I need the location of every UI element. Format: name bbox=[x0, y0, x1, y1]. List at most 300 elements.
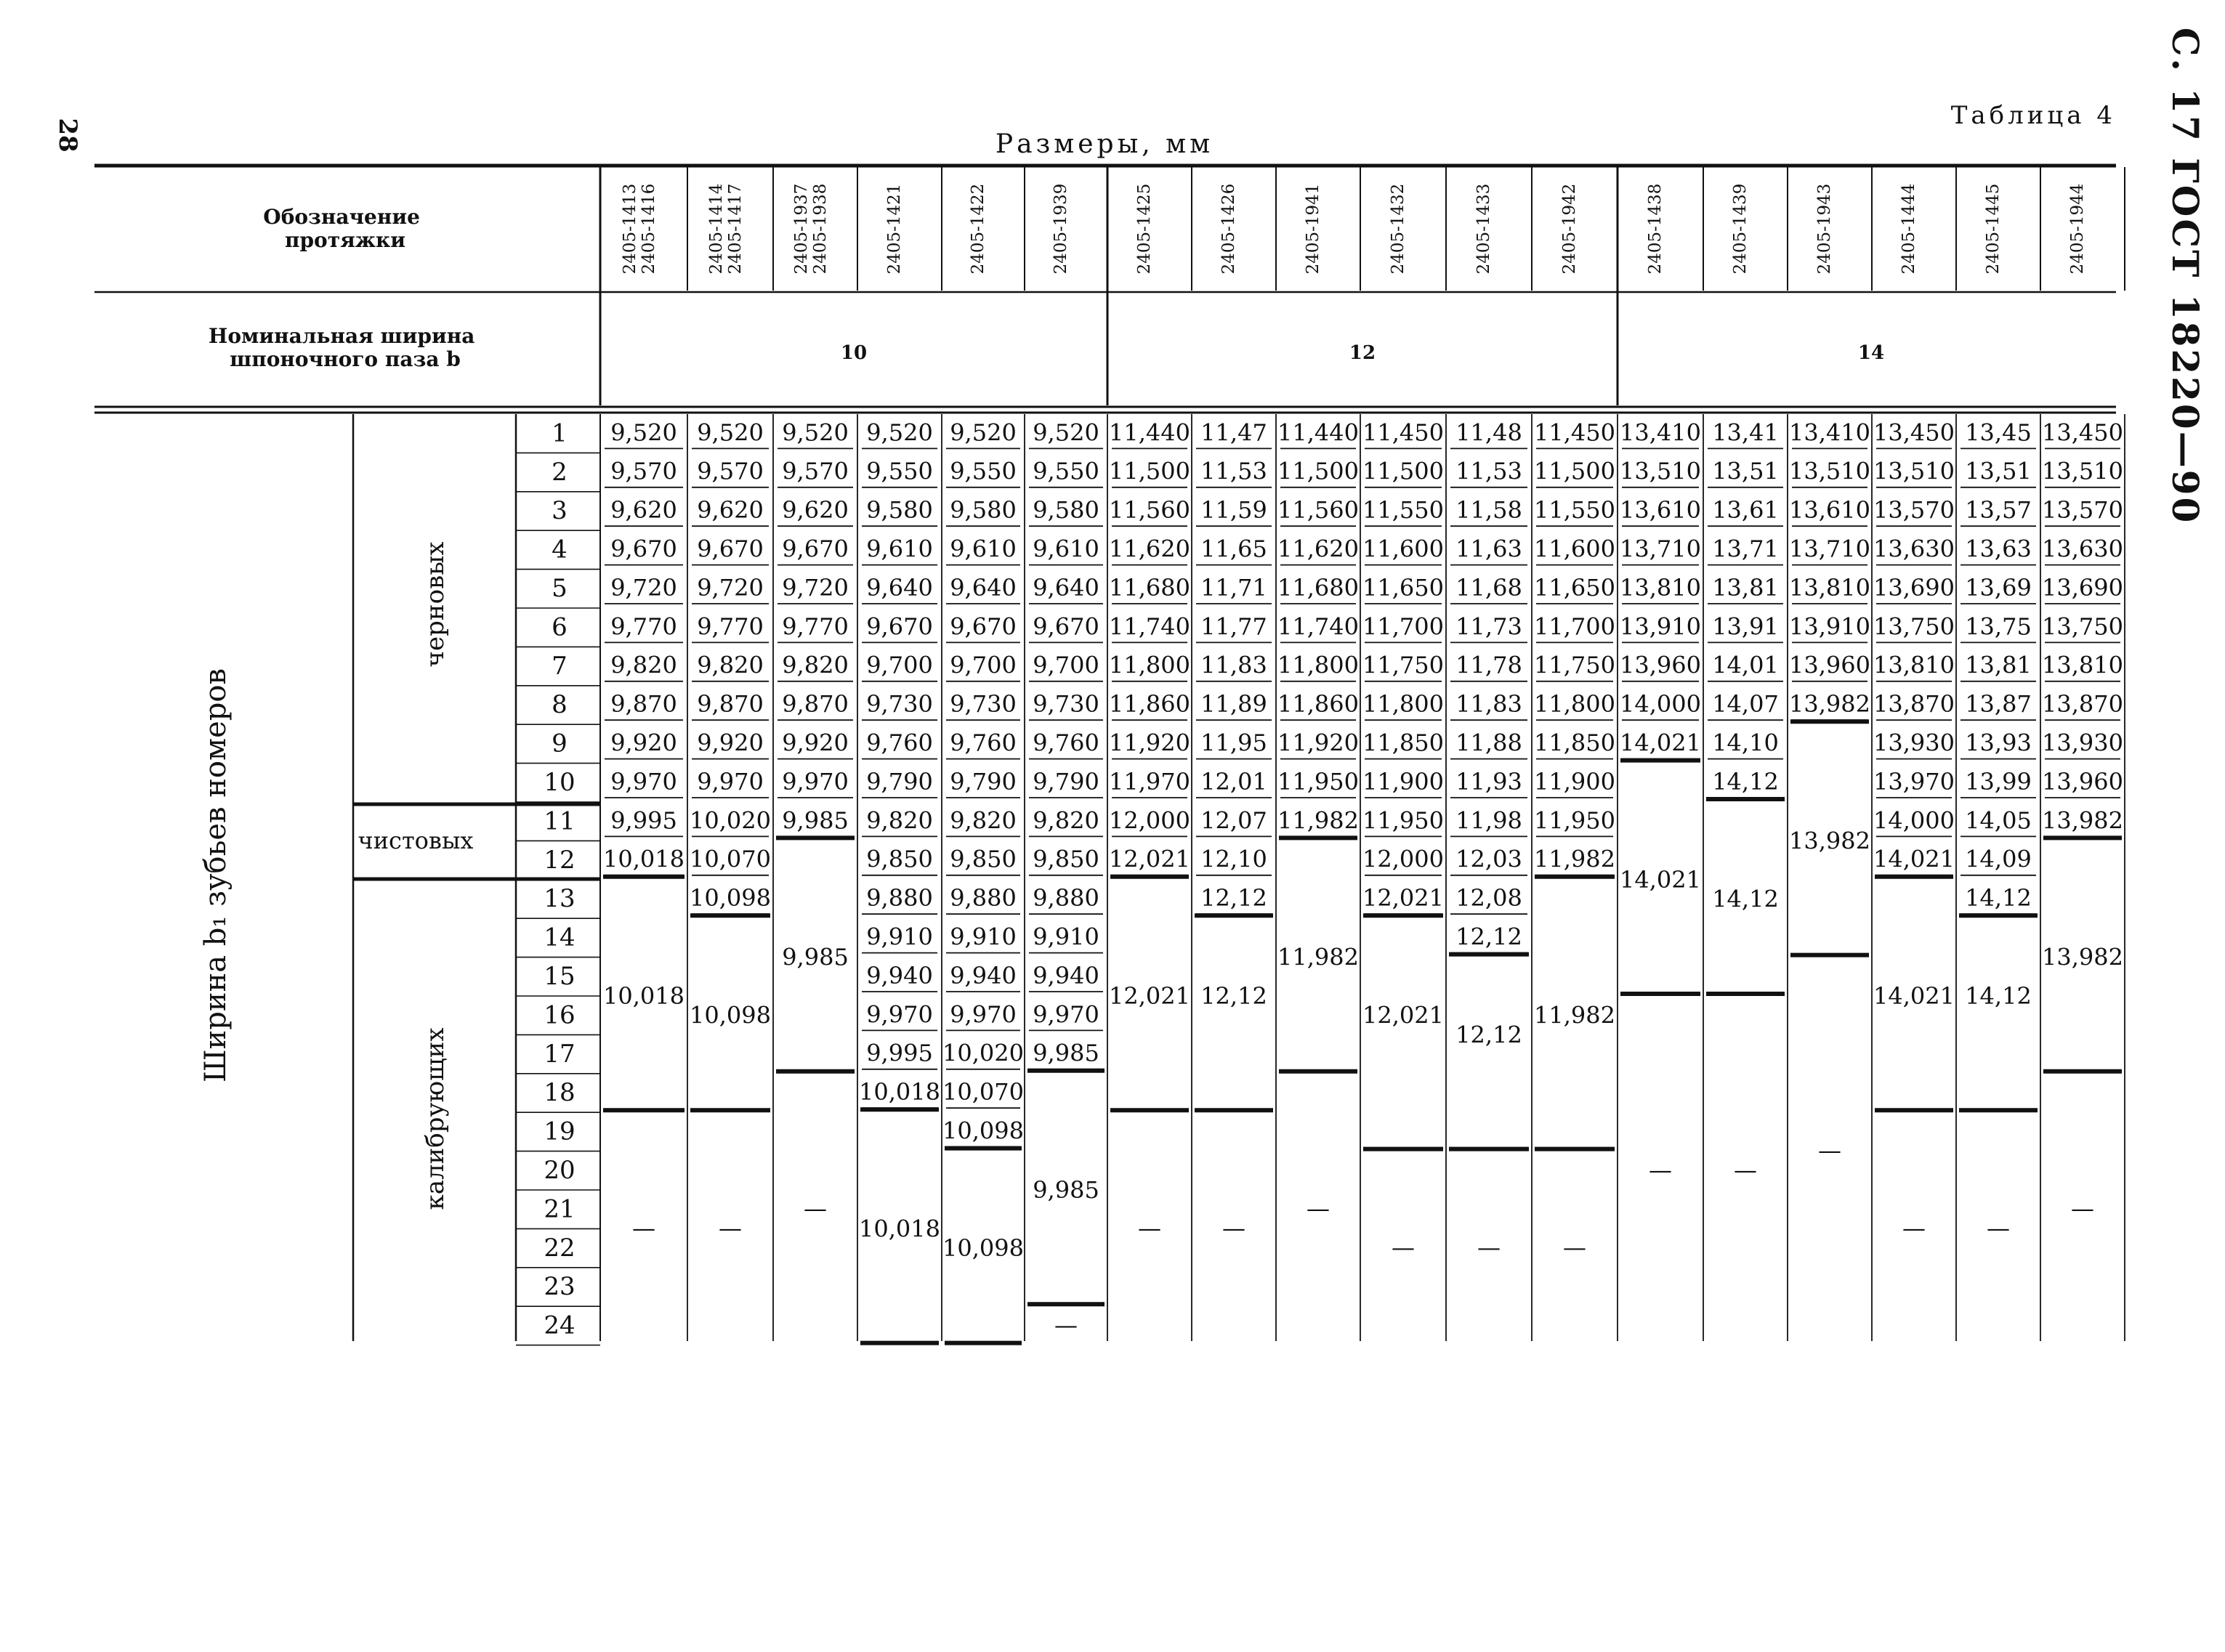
table-cell: 9,520 bbox=[782, 418, 849, 447]
value-column-7 bbox=[1109, 418, 1190, 1242]
table-cell: 9,870 bbox=[610, 690, 677, 718]
table-cell: 9,730 bbox=[866, 690, 933, 718]
column-code: 2405-1943 bbox=[1815, 183, 1834, 275]
table-cell: 9,620 bbox=[782, 496, 849, 525]
table-cell: 14,000 bbox=[1620, 690, 1701, 718]
merged-cell: 9,985 bbox=[1033, 1176, 1099, 1204]
tooth-number: 2 bbox=[552, 457, 568, 487]
table-cell: 11,750 bbox=[1534, 651, 1615, 679]
table-cell: 9,910 bbox=[1033, 923, 1099, 951]
column-header-2 bbox=[707, 184, 745, 275]
table-cell: 9,760 bbox=[866, 729, 933, 757]
table-cell: 9,610 bbox=[866, 535, 933, 563]
table-cell: 9,940 bbox=[1033, 961, 1099, 989]
table-cell: 13,63 bbox=[1965, 535, 2032, 563]
value-column-2 bbox=[690, 418, 771, 1242]
table-cell: 14,05 bbox=[1965, 806, 2032, 835]
table-cell: 9,700 bbox=[866, 651, 933, 679]
table-cell: 10,018 bbox=[859, 1078, 940, 1106]
table-cell: 9,670 bbox=[697, 535, 764, 563]
table-cell: 13,870 bbox=[1873, 690, 1955, 718]
column-header-16 bbox=[1899, 184, 1918, 275]
empty-cell-dash: — bbox=[1138, 1214, 1161, 1242]
table-cell: 11,740 bbox=[1277, 612, 1359, 641]
table-cell: 11,500 bbox=[1109, 457, 1190, 485]
column-code: 2405-1432 bbox=[1389, 183, 1408, 275]
table-cell: 13,450 bbox=[2042, 418, 2123, 447]
table-cell: 9,880 bbox=[1033, 884, 1099, 912]
column-header-9 bbox=[1304, 184, 1323, 275]
merged-cell: 12,12 bbox=[1455, 1021, 1522, 1049]
empty-cell-dash: — bbox=[2071, 1194, 2094, 1223]
label-tooth-width: Ширина b₁ зубьев номеров bbox=[199, 668, 233, 1082]
table-cell: 9,700 bbox=[950, 651, 1017, 679]
table-cell: 13,960 bbox=[1620, 651, 1701, 679]
page-number: 28 bbox=[53, 118, 82, 153]
table-cell: 11,58 bbox=[1455, 496, 1522, 525]
column-code: 2405-1421 bbox=[885, 183, 904, 275]
table-cell: 11,560 bbox=[1109, 496, 1190, 525]
value-column-6 bbox=[1029, 418, 1103, 1339]
table-cell: 13,710 bbox=[1789, 535, 1870, 563]
empty-cell-dash: — bbox=[804, 1194, 827, 1223]
table-cell: 13,810 bbox=[1873, 651, 1955, 679]
table-cell: 11,920 bbox=[1109, 729, 1190, 757]
table-cell: 9,580 bbox=[866, 496, 933, 525]
table-cell: 13,630 bbox=[1873, 535, 1955, 563]
table-cell: 12,03 bbox=[1455, 845, 1522, 873]
table-cell: 11,95 bbox=[1200, 729, 1267, 757]
table-cell: 9,730 bbox=[1033, 690, 1099, 718]
merged-cell: 12,021 bbox=[1362, 1001, 1444, 1029]
table-cell: 11,800 bbox=[1534, 690, 1615, 718]
table-cell: 10,018 bbox=[603, 845, 685, 873]
table-cell: 13,930 bbox=[2042, 729, 2123, 757]
table-cell: 13,71 bbox=[1712, 535, 1779, 563]
value-column-18 bbox=[2042, 418, 2123, 1222]
table-cell: 11,93 bbox=[1455, 767, 1522, 795]
value-column-12 bbox=[1534, 418, 1615, 1261]
table-cell: 9,620 bbox=[610, 496, 677, 525]
table-cell: 9,870 bbox=[782, 690, 849, 718]
table-cell: 9,940 bbox=[950, 961, 1017, 989]
table-cell: 9,670 bbox=[610, 535, 677, 563]
table-cell: 9,720 bbox=[697, 573, 764, 602]
table-cell: 11,89 bbox=[1200, 690, 1267, 718]
table-cell: 13,410 bbox=[1620, 418, 1701, 447]
table-cell: 11,88 bbox=[1455, 729, 1522, 757]
table-cell: 9,850 bbox=[950, 845, 1017, 873]
table-cell: 11,920 bbox=[1277, 729, 1359, 757]
table-cell: 11,48 bbox=[1455, 418, 1522, 447]
table-cell: 9,970 bbox=[1033, 1000, 1099, 1029]
column-code: 2405-1942 bbox=[1560, 183, 1579, 275]
tooth-number: 6 bbox=[552, 612, 568, 642]
table-cell: 13,810 bbox=[2042, 651, 2123, 679]
merged-cell: 10,018 bbox=[859, 1215, 940, 1243]
table-cell: 13,570 bbox=[1873, 496, 1955, 525]
value-column-10 bbox=[1362, 418, 1444, 1261]
column-code: 2405-1422 bbox=[969, 183, 988, 275]
table-cell: 13,450 bbox=[1873, 418, 1955, 447]
empty-cell-dash: — bbox=[1477, 1234, 1501, 1262]
table-cell: 13,93 bbox=[1965, 729, 2032, 757]
table-cell: 9,985 bbox=[782, 806, 849, 835]
table-cell: 9,640 bbox=[866, 573, 933, 602]
column-code: 2405-1425 bbox=[1135, 183, 1154, 275]
side-header: С. 17 ГОСТ 18220—90 bbox=[2164, 27, 2207, 525]
tooth-number: 14 bbox=[544, 923, 576, 952]
merged-cell: 10,098 bbox=[942, 1234, 1024, 1263]
tooth-number: 21 bbox=[544, 1194, 576, 1224]
table-cell: 9,820 bbox=[1033, 806, 1099, 835]
table-cell: 9,820 bbox=[866, 806, 933, 835]
column-header-6 bbox=[1051, 184, 1070, 275]
table-cell: 14,07 bbox=[1712, 690, 1779, 718]
table-cell: 13,510 bbox=[1873, 457, 1955, 485]
tooth-number: 13 bbox=[544, 884, 576, 914]
column-code: 2405-1426 bbox=[1219, 183, 1238, 275]
column-code: 2405-1941 bbox=[1304, 183, 1323, 275]
table-cell: 11,620 bbox=[1277, 535, 1359, 563]
table-cell: 11,982 bbox=[1534, 845, 1615, 873]
empty-cell-dash: — bbox=[1563, 1234, 1586, 1262]
table-cell: 10,098 bbox=[942, 1117, 1024, 1145]
tooth-number: 4 bbox=[552, 535, 568, 564]
table-cell: 13,91 bbox=[1712, 612, 1779, 641]
table-cell: 11,900 bbox=[1362, 767, 1444, 795]
value-column-1 bbox=[603, 418, 685, 1242]
table-cell: 11,620 bbox=[1109, 535, 1190, 563]
table-cell: 9,520 bbox=[866, 418, 933, 447]
tooth-number: 19 bbox=[544, 1117, 576, 1146]
tooth-number: 1 bbox=[552, 418, 568, 448]
table-cell: 13,750 bbox=[2042, 612, 2123, 641]
merged-cell: 12,12 bbox=[1200, 982, 1267, 1010]
table-cell: 9,670 bbox=[1033, 612, 1099, 641]
table-cell: 13,57 bbox=[1965, 496, 2032, 525]
value-column-13 bbox=[1620, 418, 1701, 1183]
table-cell: 11,53 bbox=[1455, 457, 1522, 485]
table-cell: 9,870 bbox=[697, 690, 764, 718]
tooth-number: 23 bbox=[544, 1272, 576, 1302]
column-code: 2405-1438 bbox=[1646, 183, 1665, 275]
table-cell: 10,098 bbox=[690, 884, 771, 912]
table-cell: 9,770 bbox=[782, 612, 849, 641]
table-cell: 11,59 bbox=[1200, 496, 1267, 525]
table-cell: 10,020 bbox=[690, 806, 771, 835]
table-cell: 9,640 bbox=[1033, 573, 1099, 602]
tooth-number-column bbox=[516, 418, 600, 1345]
table-cell: 11,440 bbox=[1277, 418, 1359, 447]
nominal-width-row bbox=[841, 342, 1884, 364]
table-cell: 12,000 bbox=[1109, 806, 1190, 835]
column-header-8 bbox=[1219, 184, 1238, 275]
column-header-12 bbox=[1560, 184, 1579, 275]
table-cell: 11,440 bbox=[1109, 418, 1190, 447]
empty-cell-dash: — bbox=[1222, 1214, 1245, 1242]
table-cell: 9,970 bbox=[610, 767, 677, 795]
table-cell: 13,982 bbox=[1789, 690, 1870, 718]
table-cell: 9,520 bbox=[1033, 418, 1099, 447]
value-column-5 bbox=[942, 418, 1024, 1262]
header-designation: Обозначение протяжки bbox=[263, 205, 420, 252]
merged-cell: 13,982 bbox=[2042, 943, 2123, 971]
table-cell: 11,950 bbox=[1362, 806, 1444, 835]
table-cell: 9,580 bbox=[1033, 496, 1099, 525]
table-cell: 9,570 bbox=[610, 457, 677, 485]
value-column-3 bbox=[778, 418, 853, 1222]
table-cell: 9,820 bbox=[697, 651, 764, 679]
tooth-number: 16 bbox=[544, 1000, 576, 1030]
table-cell: 9,570 bbox=[782, 457, 849, 485]
column-code: 2405-1944 bbox=[2068, 183, 2087, 275]
table-cell: 13,910 bbox=[1789, 612, 1870, 641]
table-cell: 13,630 bbox=[2042, 535, 2123, 563]
table-cell: 11,950 bbox=[1534, 806, 1615, 835]
table-cell: 9,880 bbox=[950, 884, 1017, 912]
table-cell: 9,550 bbox=[950, 457, 1017, 485]
table-cell: 11,982 bbox=[1277, 806, 1359, 835]
table-cell: 9,970 bbox=[866, 1000, 933, 1029]
table-cell: 11,900 bbox=[1534, 767, 1615, 795]
column-code: 2405-1938 bbox=[811, 183, 830, 275]
table-cell: 9,920 bbox=[697, 729, 764, 757]
column-code: 2405-1937 bbox=[792, 183, 811, 275]
value-column-11 bbox=[1450, 418, 1527, 1261]
table-cell: 11,71 bbox=[1200, 573, 1267, 602]
table-cell: 11,83 bbox=[1200, 651, 1267, 679]
tooth-number: 15 bbox=[544, 961, 576, 991]
table-cell: 13,690 bbox=[1873, 573, 1955, 602]
table-cell: 9,940 bbox=[866, 961, 933, 989]
column-code: 2405-1939 bbox=[1051, 183, 1070, 275]
merged-cell: 14,021 bbox=[1873, 982, 1955, 1010]
empty-cell-dash: — bbox=[1902, 1214, 1926, 1242]
tooth-number: 10 bbox=[544, 767, 576, 797]
table-cell: 12,08 bbox=[1455, 884, 1522, 912]
table-cell: 14,12 bbox=[1965, 884, 2032, 912]
table-cell: 13,982 bbox=[2042, 806, 2123, 835]
table-cell: 11,500 bbox=[1277, 457, 1359, 485]
table-cell: 11,53 bbox=[1200, 457, 1267, 485]
table-cell: 13,910 bbox=[1620, 612, 1701, 641]
merged-cell: 14,021 bbox=[1620, 865, 1701, 894]
merged-cell: 14,12 bbox=[1712, 885, 1779, 913]
tooth-number: 9 bbox=[552, 729, 568, 758]
merged-cell: 13,982 bbox=[1789, 827, 1870, 855]
table-cell: 9,995 bbox=[866, 1039, 933, 1067]
header-nominal-width: Номинальная ширина шпоночного паза b bbox=[208, 324, 475, 371]
table-cell: 12,12 bbox=[1455, 923, 1522, 951]
table-cell: 11,500 bbox=[1534, 457, 1615, 485]
table-cell: 13,99 bbox=[1965, 767, 2032, 795]
label-finish-teeth: чистовых bbox=[358, 827, 474, 854]
merged-cell: 11,982 bbox=[1534, 1001, 1615, 1029]
table-cell: 9,720 bbox=[782, 573, 849, 602]
table-cell: 11,73 bbox=[1455, 612, 1522, 641]
table-cell: 9,790 bbox=[1033, 767, 1099, 795]
column-code: 2405-1417 bbox=[726, 183, 745, 275]
column-header-17 bbox=[1984, 184, 2003, 275]
table-cell: 11,860 bbox=[1277, 690, 1359, 718]
table-cell: 9,850 bbox=[866, 845, 933, 873]
tooth-number: 11 bbox=[544, 806, 576, 836]
nominal-width-value: 14 bbox=[1857, 342, 1885, 364]
column-code: 2405-1413 bbox=[621, 183, 639, 275]
table-cell: 13,410 bbox=[1789, 418, 1870, 447]
table-cell: 11,800 bbox=[1109, 651, 1190, 679]
table-cell: 11,680 bbox=[1109, 573, 1190, 602]
table-cell: 11,47 bbox=[1200, 418, 1267, 447]
table-cell: 11,850 bbox=[1534, 729, 1615, 757]
tooth-number: 20 bbox=[544, 1155, 576, 1185]
table-cell: 13,510 bbox=[1789, 457, 1870, 485]
table-cell: 13,930 bbox=[1873, 729, 1955, 757]
table-cell: 13,510 bbox=[1620, 457, 1701, 485]
column-header-11 bbox=[1474, 184, 1493, 275]
value-column-16 bbox=[1873, 418, 1955, 1242]
tooth-number: 12 bbox=[544, 845, 576, 875]
table-cell: 9,670 bbox=[866, 612, 933, 641]
empty-cell-dash: — bbox=[1392, 1234, 1415, 1262]
tooth-number: 5 bbox=[552, 573, 568, 603]
column-header-13 bbox=[1646, 184, 1665, 275]
table-cell: 11,550 bbox=[1362, 496, 1444, 525]
table-cell: 11,78 bbox=[1455, 651, 1522, 679]
column-code: 2405-1439 bbox=[1731, 183, 1750, 275]
table-cell: 11,800 bbox=[1277, 651, 1359, 679]
table-cell: 14,09 bbox=[1965, 845, 2032, 873]
empty-cell-dash: — bbox=[1987, 1214, 2010, 1242]
column-header-5 bbox=[969, 184, 988, 275]
merged-cell: 9,985 bbox=[782, 943, 849, 971]
table-cell: 13,81 bbox=[1965, 651, 2032, 679]
table-cell: 13,610 bbox=[1789, 496, 1870, 525]
merged-cell: 10,018 bbox=[603, 982, 685, 1010]
table-cell: 13,51 bbox=[1712, 457, 1779, 485]
value-column-8 bbox=[1196, 418, 1272, 1242]
tooth-number: 8 bbox=[552, 690, 568, 720]
column-header-7 bbox=[1135, 184, 1154, 275]
table-cell: 14,021 bbox=[1620, 729, 1701, 757]
table-cell: 9,550 bbox=[1033, 457, 1099, 485]
label-calibrating-teeth: калибрующих bbox=[421, 1027, 450, 1210]
table-cell: 9,520 bbox=[610, 418, 677, 447]
empty-cell-dash: — bbox=[1649, 1156, 1672, 1184]
table-cell: 12,07 bbox=[1200, 806, 1267, 835]
column-header-15 bbox=[1815, 184, 1834, 275]
table-cell: 11,77 bbox=[1200, 612, 1267, 641]
table-cell: 9,790 bbox=[866, 767, 933, 795]
merged-cell: 11,982 bbox=[1277, 943, 1359, 971]
table-cell: 11,68 bbox=[1455, 573, 1522, 602]
table-cell: 13,45 bbox=[1965, 418, 2032, 447]
table-cell: 13,750 bbox=[1873, 612, 1955, 641]
table-cell: 11,740 bbox=[1109, 612, 1190, 641]
table-cell: 13,69 bbox=[1965, 573, 2032, 602]
table-cell: 11,700 bbox=[1534, 612, 1615, 641]
table-cell: 9,720 bbox=[610, 573, 677, 602]
empty-cell-dash: — bbox=[1818, 1136, 1841, 1165]
table-cell: 9,970 bbox=[950, 1000, 1017, 1029]
table-cell: 13,690 bbox=[2042, 573, 2123, 602]
table-cell: 13,610 bbox=[1620, 496, 1701, 525]
table-cell: 11,750 bbox=[1362, 651, 1444, 679]
table-cell: 9,610 bbox=[950, 535, 1017, 563]
table-cell: 12,000 bbox=[1362, 845, 1444, 873]
table-cell: 13,81 bbox=[1712, 573, 1779, 602]
table-cell: 9,820 bbox=[950, 806, 1017, 835]
merged-cell: 14,12 bbox=[1965, 982, 2032, 1010]
table-cell: 14,000 bbox=[1873, 806, 1955, 835]
table-cell: 10,070 bbox=[942, 1078, 1024, 1106]
table-cell: 11,950 bbox=[1277, 767, 1359, 795]
table-cell: 10,070 bbox=[690, 845, 771, 873]
table-cell: 14,12 bbox=[1712, 767, 1779, 795]
table-cell: 12,021 bbox=[1362, 884, 1444, 912]
column-code: 2405-1433 bbox=[1474, 183, 1493, 275]
table-cell: 9,995 bbox=[610, 806, 677, 835]
value-column-17 bbox=[1960, 418, 2036, 1242]
table-cell: 11,450 bbox=[1362, 418, 1444, 447]
table-cell: 11,650 bbox=[1534, 573, 1615, 602]
table-cell: 9,620 bbox=[697, 496, 764, 525]
table-cell: 9,770 bbox=[610, 612, 677, 641]
table-cell: 9,880 bbox=[866, 884, 933, 912]
table-cell: 13,87 bbox=[1965, 690, 2032, 718]
table-cell: 14,10 bbox=[1712, 729, 1779, 757]
table-cell: 9,670 bbox=[950, 612, 1017, 641]
tooth-number: 7 bbox=[552, 651, 568, 681]
table-cell: 9,920 bbox=[782, 729, 849, 757]
table-cell: 9,985 bbox=[1033, 1039, 1099, 1067]
table-cell: 9,760 bbox=[950, 729, 1017, 757]
table-cell: 9,520 bbox=[697, 418, 764, 447]
table-cell: 13,41 bbox=[1712, 418, 1779, 447]
table-cell: 9,610 bbox=[1033, 535, 1099, 563]
table-cell: 13,51 bbox=[1965, 457, 2032, 485]
table-cell: 9,770 bbox=[697, 612, 764, 641]
table-cell: 9,670 bbox=[782, 535, 849, 563]
table-cell: 11,600 bbox=[1534, 535, 1615, 563]
table-cell: 10,020 bbox=[942, 1039, 1024, 1067]
table-cell: 9,730 bbox=[950, 690, 1017, 718]
table-cell: 13,960 bbox=[1789, 651, 1870, 679]
column-header-4 bbox=[885, 184, 904, 275]
column-code: 2405-1444 bbox=[1899, 183, 1918, 275]
table-cell: 9,790 bbox=[950, 767, 1017, 795]
empty-cell-dash: — bbox=[632, 1214, 655, 1242]
table-label: Таблица 4 bbox=[1950, 101, 2116, 130]
table-cell: 11,600 bbox=[1362, 535, 1444, 563]
table-cell: 12,021 bbox=[1109, 845, 1190, 873]
table-cell: 9,850 bbox=[1033, 845, 1099, 873]
column-header-3 bbox=[792, 184, 830, 275]
table-cell: 11,680 bbox=[1277, 573, 1359, 602]
table-cell: 11,970 bbox=[1109, 767, 1190, 795]
table-cell: 13,960 bbox=[2042, 767, 2123, 795]
table-cell: 11,500 bbox=[1362, 457, 1444, 485]
column-code: 2405-1414 bbox=[707, 183, 726, 275]
column-header-14 bbox=[1731, 184, 1750, 275]
table-cell: 13,810 bbox=[1620, 573, 1701, 602]
table-cell: 11,83 bbox=[1455, 690, 1522, 718]
column-code: 2405-1416 bbox=[639, 183, 658, 275]
value-column-9 bbox=[1277, 418, 1359, 1222]
table-cell: 9,820 bbox=[782, 651, 849, 679]
tooth-number: 18 bbox=[544, 1078, 576, 1108]
